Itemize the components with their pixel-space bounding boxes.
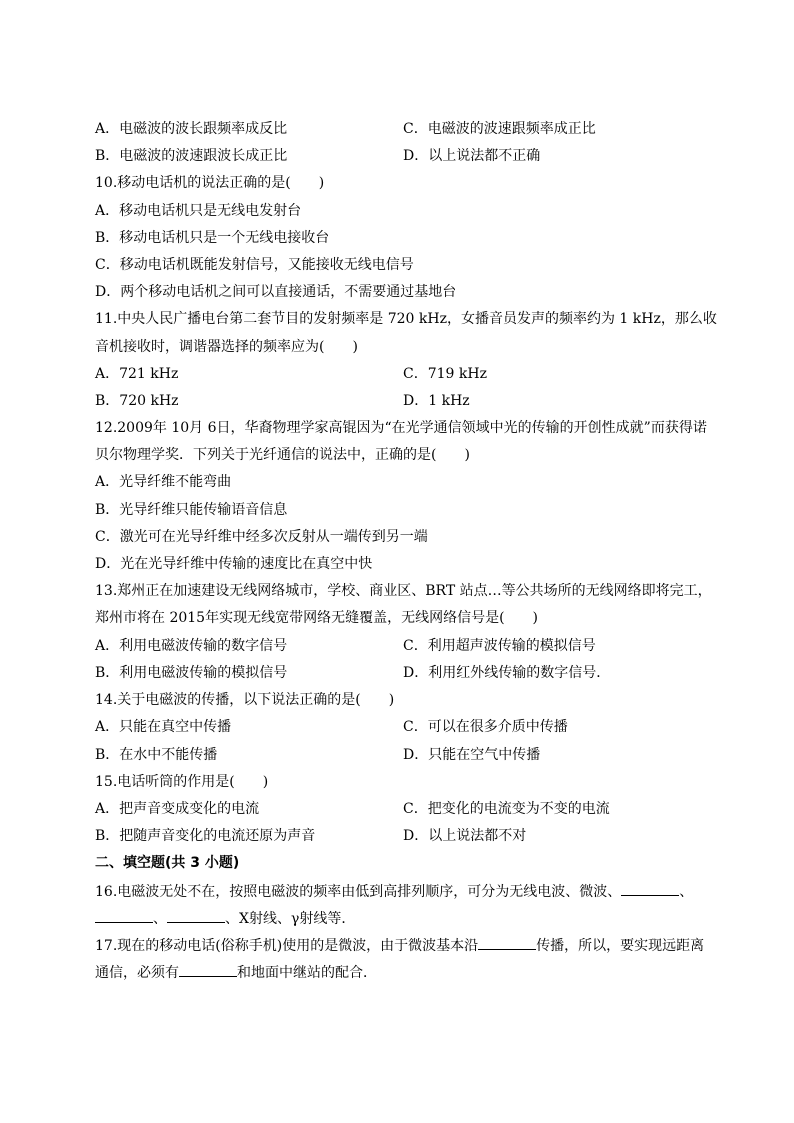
q10-stem: 10.移动电话机的说法正确的是( ) <box>95 175 325 191</box>
q14-option-a: A．只能在真空中传播 <box>95 719 232 735</box>
q15-option-c: C．把变化的电流变为不变的电流 <box>403 801 610 817</box>
q10-option-d: D．两个移动电话机之间可以直接通话，不需要通过基地台 <box>95 284 457 300</box>
q10-option-a: A．移动电话机只是无线电发射台 <box>95 203 302 219</box>
q16-line1 <box>95 881 693 901</box>
q12-option-c: C．激光可在光导纤维中经多次反射从一端传到另一端 <box>95 529 428 545</box>
q17-line2 <box>95 962 377 982</box>
q10-option-b: B．移动电话机只是一个无线电接收台 <box>95 230 330 246</box>
q16-text-part2: 、 <box>679 884 694 900</box>
q13-option-a: A．利用电磁波传输的数字信号 <box>95 638 288 654</box>
section-heading-fill-in: 二、填空题(共 3 小题) <box>95 855 240 871</box>
q17-blank-1[interactable] <box>478 935 536 950</box>
q13-stem-line2: 郑州市将在 2015年实现无线宽带网络无缝覆盖，无线网络信号是( ) <box>95 610 539 626</box>
q17-blank-2[interactable] <box>179 962 237 977</box>
q13-option-d: D．利用红外线传输的数字信号． <box>403 665 611 681</box>
q16-line2 <box>95 908 355 928</box>
q17-text-part1: 17.现在的移动电话(俗称手机)使用的是微波，由于微波基本沿 <box>95 938 479 954</box>
q9-option-a: A．电磁波的波长跟频率成反比 <box>95 121 288 137</box>
q14-option-c: C．可以在很多介质中传播 <box>403 719 568 735</box>
q16-blank-1[interactable] <box>621 881 679 896</box>
q15-option-a: A．把声音变成变化的电流 <box>95 801 260 817</box>
q11-option-b: B．720 kHz <box>95 393 179 409</box>
q13-option-c: C．利用超声波传输的模拟信号 <box>403 638 596 654</box>
q12-option-b: B．光导纤维只能传输语音信息 <box>95 502 288 518</box>
q11-option-c: C．719 kHz <box>403 366 487 382</box>
q11-option-d: D．1 kHz <box>403 393 470 409</box>
q11-stem-line1: 11.中央人民广播电台第二套节目的发射频率是 720 kHz，女播音员发声的频率约为 1 kHz，那么收 <box>95 311 717 327</box>
q16-text-part4: 、X射线、γ射线等． <box>225 911 356 927</box>
q17-text-part2: 传播，所以，要实现远距离 <box>536 938 705 954</box>
q14-option-d: D．只能在空气中传播 <box>403 747 541 763</box>
q9-option-c: C．电磁波的波速跟频率成正比 <box>403 121 596 137</box>
q12-stem-line2: 贝尔物理学奖．下列关于光纤通信的说法中，正确的是( ) <box>95 447 470 463</box>
q15-option-b: B．把随声音变化的电流还原为声音 <box>95 828 316 844</box>
q12-option-d: D．光在光导纤维中传输的速度比在真空中快 <box>95 556 373 572</box>
q17-text-part3: 通信，必须有 <box>95 965 179 981</box>
q13-option-b: B．利用电磁波传输的模拟信号 <box>95 665 288 681</box>
q15-option-d: D．以上说法都不对 <box>403 828 527 844</box>
q13-stem-line1: 13.郑州正在加速建设无线网络城市，学校、商业区、BRT 站点…等公共场所的无线网络即将完工， <box>95 583 712 599</box>
q16-text-part1: 16.电磁波无处不在，按照电磁波的频率由低到高排列顺序，可分为无线电波、微波、 <box>95 884 622 900</box>
q14-option-b: B．在水中不能传播 <box>95 747 218 763</box>
q15-stem: 15.电话听筒的作用是( ) <box>95 774 269 790</box>
q16-blank-2[interactable] <box>95 908 153 923</box>
q14-stem: 14.关于电磁波的传播，以下说法正确的是( ) <box>95 692 395 708</box>
q17-line1 <box>95 935 704 955</box>
q11-stem-line2: 音机接收时，调谐器选择的频率应为( ) <box>95 339 358 355</box>
q16-blank-3[interactable] <box>167 908 225 923</box>
q9-option-d: D．以上说法都不正确 <box>403 148 541 164</box>
q12-stem-line1: 12.2009年 10月 6日，华裔物理学家高锟因为“在光学通信领域中光的传输的开创性成就”而获得诺 <box>95 420 707 436</box>
q10-option-c: C．移动电话机既能发射信号，又能接收无线电信号 <box>95 257 414 273</box>
q16-text-part3: 、 <box>153 911 167 927</box>
q9-option-b: B．电磁波的波速跟波长成正比 <box>95 148 288 164</box>
q11-option-a: A．721 kHz <box>95 366 179 382</box>
q12-option-a: A．光导纤维不能弯曲 <box>95 474 232 490</box>
q17-text-part4: 和地面中继站的配合． <box>237 965 377 981</box>
